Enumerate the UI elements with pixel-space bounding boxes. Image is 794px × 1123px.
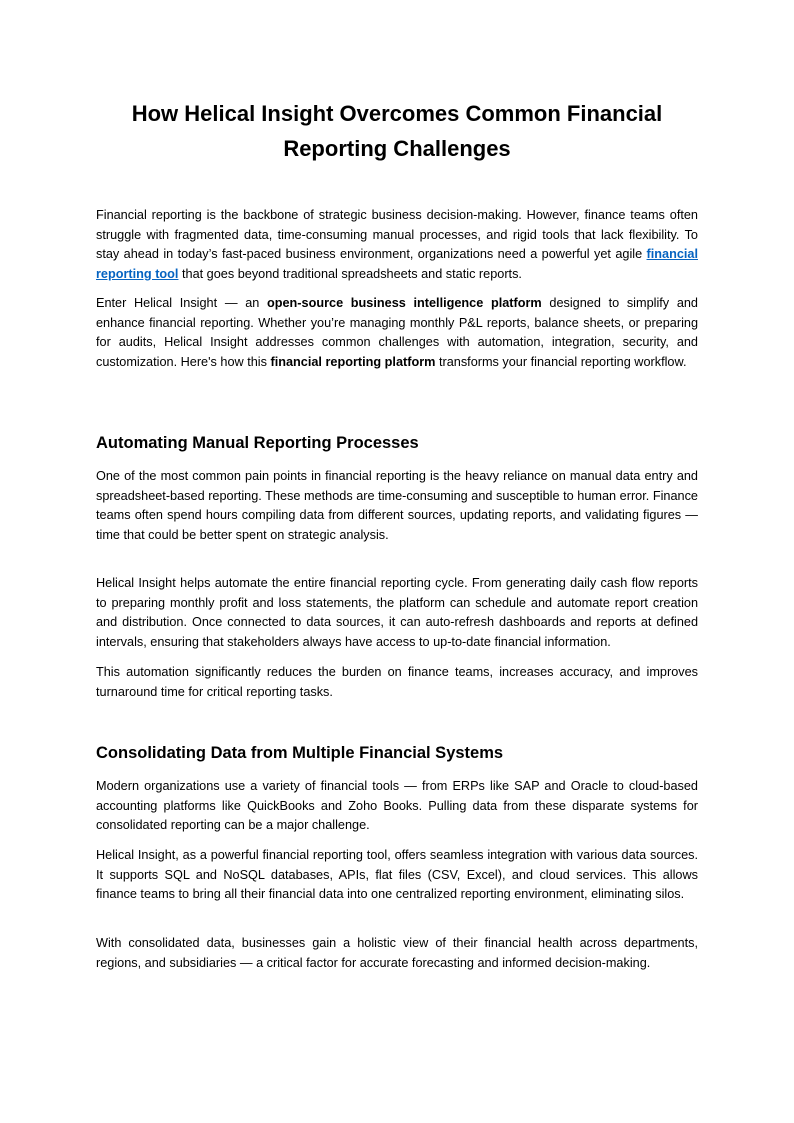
intro-paragraph-1: Financial reporting is the backbone of strategic business decision-making. However, finance teams often struggle with fragmented data, time-consuming manual processes, and rigid tools that lack flexibility. To stay ahead in today’s fast-paced business environment, organizations need a powerful yet agile financial reporting tool that goes beyond traditional spreadsheets and static reports. [96, 208, 698, 281]
section-1-paragraph-3: This automation significantly reduces the burden on finance teams, increases accuracy, and improves turnaround time for critical reporting tasks. [96, 665, 698, 699]
section-heading-consolidating: Consolidating Data from Multiple Financial Systems [96, 744, 504, 762]
section-1-paragraph-1: One of the most common pain points in financial reporting is the heavy reliance on manual data entry and spreadsheet-based reporting. These methods are time-consuming and susceptible to human error. Finance teams often spend hours compiling data from different sources, updating reports, and validating figures — time that could be better spent on strategic analysis. [96, 469, 698, 542]
section-2-paragraph-1: Modern organizations use a variety of financial tools — from ERPs like SAP and Oracle to cloud-based accounting platforms like QuickBooks and Zoho Books. Pulling data from these disparate systems for consolidated reporting can be a major challenge. [96, 779, 698, 832]
section-1-paragraph-2: Helical Insight helps automate the entire financial reporting cycle. From generating daily cash flow reports to preparing monthly profit and loss statements, the platform can schedule and automate report creation and distribution. Once connected to data sources, it can auto-refresh dashboards and reports at defined intervals, ensuring that stakeholders always have access to up-to-date financial information. [96, 576, 698, 649]
title-line-1: How Helical Insight Overcomes Common Financial [131, 101, 663, 126]
section-heading-automating: Automating Manual Reporting Processes [96, 434, 419, 452]
section-2-paragraph-2: Helical Insight, as a powerful financial reporting tool, offers seamless integration with various data sources. It supports SQL and NoSQL databases, APIs, flat files (CSV, Excel), and cloud services. This allows finance teams to bring all their financial data into one centralized reporting environment, eliminating silos. [96, 848, 698, 901]
section-2-paragraph-3: With consolidated data, businesses gain a holistic view of their financial health across departments, regions, and subsidiaries — a critical factor for accurate forecasting and informed decision-making. [96, 936, 698, 970]
page-title [96, 96, 698, 166]
bold-financial-reporting-platform: financial reporting platform [270, 354, 436, 369]
bold-open-source-bi-platform: open-source business intelligence platform [266, 296, 542, 310]
title-line-2: Reporting Challenges [283, 136, 511, 161]
financial-reporting-tool-link[interactable]: financial reporting tool [96, 247, 698, 281]
intro-paragraph-2: Enter Helical Insight — an open-source business intelligence platform designed to simplify and enhance financial reporting. Whether you’re managing monthly P&L reports, balance sheets, or preparing for audits, Helical Insight addresses common challenges with automation, integration, security, and customization. Here's how this financial reporting platform transforms your financial reporting workflow. [96, 296, 698, 369]
